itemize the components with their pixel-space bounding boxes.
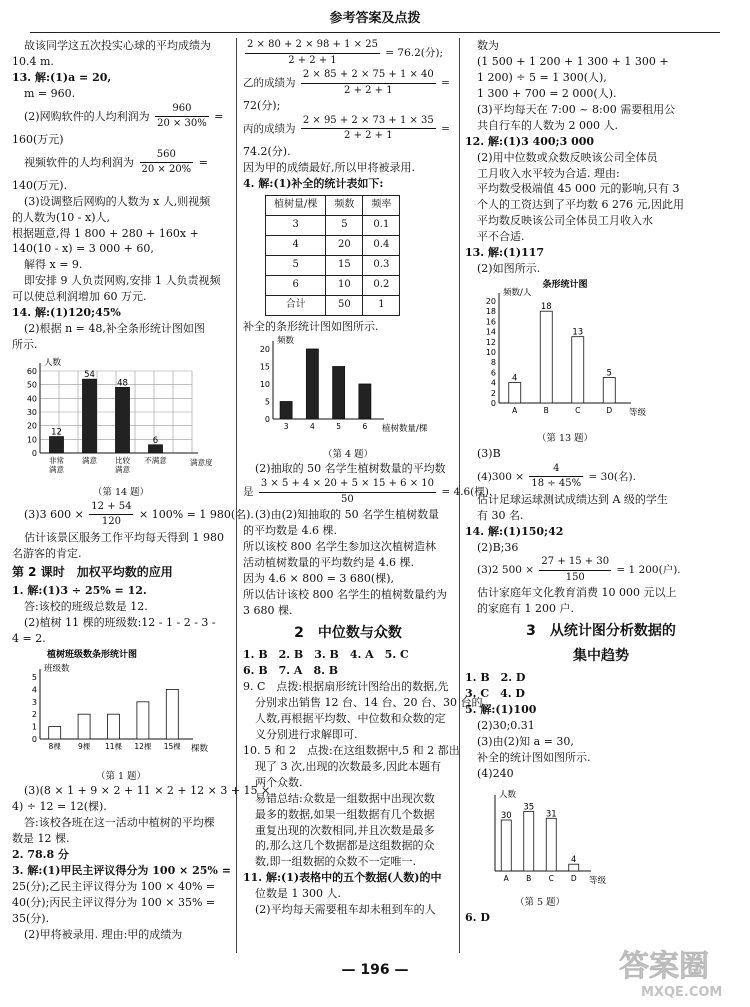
table-header-cell: 频数	[326, 195, 363, 215]
data-label: 5	[606, 368, 612, 379]
text-line: 所示.	[12, 338, 38, 352]
text-line: (3)B	[477, 446, 501, 460]
denominator: 20 × 20%	[141, 164, 192, 176]
question-3: 3. 解:(1)甲民主评议得分为 100 × 25% =	[12, 864, 231, 878]
numerator: 2 × 80 + 2 × 98 + 1 × 25	[245, 38, 380, 54]
text: =	[214, 109, 224, 123]
text-line: 工月收入水平较为合适. 理由:	[477, 166, 620, 180]
table-cell: 0.3	[363, 255, 400, 275]
text-line	[12, 500, 254, 530]
bar	[546, 819, 556, 872]
formula-line	[465, 555, 737, 585]
text-line: 160(万元)	[12, 132, 64, 146]
x-tick-label: 15棵	[163, 741, 181, 751]
text-line: (2)植树 11 棵的班级数:12 - 1 - 2 - 3 -	[24, 615, 216, 629]
text-line: (2)用中位数或众数反映该公司全体员	[477, 150, 658, 164]
text-line: 估计足球运球测试成绩达到 A 级的学生	[477, 492, 668, 506]
text-line: 平均数反映该公司全体员工月收入水	[477, 214, 653, 228]
y-tick-label: 0	[31, 734, 37, 744]
x-tick-label: 不满意	[144, 456, 167, 465]
y-tick-label: 10	[26, 435, 37, 445]
answer-line: 1. B 2. D	[465, 670, 526, 684]
column-3	[465, 38, 737, 953]
chart-caption: （第 13 题）	[536, 433, 594, 444]
text: (3)3 600 ×	[24, 507, 84, 521]
bar	[306, 349, 318, 419]
question-12: 12. 解:(1)3 400;3 000	[465, 134, 595, 148]
text-line: 1 200) ÷ 5 = 1 300(人),	[477, 70, 607, 84]
x-tick-label: A	[512, 406, 518, 416]
y-tick-label: 60	[26, 367, 37, 376]
chart-caption: （第 1 题）	[95, 770, 147, 782]
y-axis-label: 频数/人	[503, 288, 532, 299]
text-line: 25(分);乙民主评议得分为 100 × 40% =	[12, 880, 216, 894]
data-label: 35	[523, 802, 535, 813]
question-14: 14. 解:(1)120;45%	[12, 306, 121, 320]
denominator: 2 + 2 + 1	[288, 54, 337, 66]
table-header-cell: 植树量/棵	[266, 195, 326, 215]
text: = 4.6(棵).	[441, 486, 493, 499]
bar	[137, 702, 149, 739]
text-line: 10.4 m.	[12, 54, 54, 68]
text-line: (2)抽取的 50 名学生植树数量的平均数	[255, 462, 446, 476]
y-tick-label: 30	[26, 408, 37, 417]
x-axis-label: 等级	[589, 876, 607, 887]
text-line: 10. 5 和 2 点拨:在这组数据中,5 和 2 都出	[243, 743, 460, 757]
question-1: 1. 解:(1)3 ÷ 25% = 12.	[12, 583, 147, 597]
bar	[569, 865, 579, 872]
fraction	[155, 102, 209, 132]
text-line	[12, 102, 230, 132]
y-tick-label: 4	[490, 378, 496, 388]
section-title-line-2: 集中趋势	[573, 647, 629, 664]
bar	[78, 714, 90, 739]
bar	[149, 445, 163, 453]
chart-caption: （第 4 题）	[322, 448, 374, 460]
text: =	[441, 77, 450, 89]
x-tick-label: 3	[283, 421, 289, 431]
fraction	[539, 555, 611, 585]
text-line: 可以使总利润增加 60 万元.	[12, 290, 147, 304]
text-line: 40(分);丙民主评议得分为 100 × 35% =	[12, 895, 216, 909]
bar	[83, 379, 97, 453]
data-label: 4	[512, 373, 518, 384]
question-2: 2. 78.8 分	[12, 848, 69, 862]
bar	[116, 387, 130, 453]
chart-caption: （第 5 题）	[514, 897, 566, 909]
denominator: 120	[101, 516, 121, 528]
table-cell: 1	[363, 295, 400, 315]
question-4: 4. 解:(1)补全的统计表如下:	[243, 176, 384, 190]
x-axis-label: 植树数量/棵	[382, 423, 428, 434]
numerator: 560	[140, 148, 194, 164]
table-row	[266, 235, 400, 255]
text: = 76.2(分);	[385, 47, 444, 59]
x-tick-label: A	[503, 874, 509, 884]
x-tick-label: 满意	[49, 465, 64, 474]
bar	[572, 337, 584, 403]
table-cell: 10	[326, 275, 363, 295]
text-line: 根据题意,得 1 800 + 280 + 160x +	[12, 226, 199, 240]
x-tick-label: 4	[309, 421, 315, 431]
table-row	[266, 275, 400, 295]
bar	[333, 366, 345, 419]
y-tick-label: 0	[264, 414, 270, 424]
text-line: 现了 3 次,出现的次数最多,因此本题有	[255, 759, 441, 773]
text: 乙的成绩为	[243, 77, 296, 89]
table-cell: 20	[326, 235, 363, 255]
table-row	[266, 295, 400, 315]
x-tick-label: 满意	[82, 456, 97, 465]
text-line: (3)由(2)知抽取的 50 名学生植树数量	[255, 508, 440, 522]
bar	[166, 689, 178, 739]
text: =	[198, 155, 208, 169]
fraction	[301, 114, 436, 144]
text: 视频软件的人均利润为	[24, 155, 134, 169]
fraction	[301, 68, 436, 98]
numerator: 2 × 95 + 2 × 73 + 1 × 35	[301, 114, 436, 130]
data-label: 6	[152, 435, 159, 446]
text-line: 因为甲的成绩最好,所以甲将被录用.	[243, 160, 415, 174]
text-line: 9. C 点拨:根据扇形统计图给出的数据,先	[243, 680, 449, 694]
bar	[108, 714, 120, 739]
text-line: (2)甲将被录用. 理由:甲的成绩为	[24, 927, 183, 941]
level-count-bar-chart	[465, 781, 615, 891]
table-cell: 5	[266, 255, 326, 275]
denominator: 150	[565, 571, 585, 583]
table-cell: 0.4	[363, 235, 400, 255]
data-label: 54	[84, 370, 95, 381]
column-divider-1	[236, 38, 237, 953]
question-13: 13. 解:(1)117	[465, 246, 545, 260]
denominator: 20 × 30%	[157, 118, 207, 130]
denominator: 2 + 2 + 1	[344, 130, 393, 142]
data-label: 48	[117, 378, 128, 389]
fraction	[245, 38, 380, 68]
watermark-big: 答案圈	[619, 949, 709, 984]
formula-line	[243, 68, 453, 98]
text-line: 补全的统计图如图所示.	[477, 750, 591, 764]
text-line: 解得 x = 9.	[24, 258, 83, 272]
text-line: 活动植树数量的平均数约是 4.6 棵.	[243, 556, 414, 570]
numerator: 27 + 15 + 30	[539, 555, 611, 571]
y-tick-label: 0	[31, 449, 37, 458]
x-axis-label: 满意度	[190, 458, 213, 467]
x-tick-label: C	[548, 874, 554, 884]
x-tick-label: B	[526, 874, 532, 884]
text-line: 有 30 名.	[477, 508, 524, 522]
fraction	[140, 148, 194, 178]
x-tick-label: 满意	[115, 465, 130, 474]
numerator: 12 + 54	[89, 500, 133, 516]
answer-line: 1. B 2. B 3. B 4. A 5. C	[243, 648, 409, 662]
x-tick-label: 6	[362, 421, 368, 431]
watermark-logo	[615, 940, 745, 1002]
text-line: 易错总结:众数是一组数据中出现次数	[255, 791, 435, 805]
question-13: 13. 解:(1)a = 20,	[12, 70, 112, 84]
answer-line: 3. C 4. D	[465, 686, 525, 700]
text-line: 140(万元).	[12, 178, 68, 192]
text: 是	[243, 486, 254, 499]
numerator: 4	[529, 462, 583, 478]
bar	[359, 384, 371, 419]
text-line: (3)设调整后网购的人数为 x 人,则视频	[24, 194, 211, 208]
y-tick-label: 8	[490, 358, 496, 368]
text-line: (4)240	[477, 766, 514, 780]
text-line: 位数是 1 300 人.	[255, 887, 341, 901]
y-tick-label: 6	[490, 368, 496, 378]
formula-line	[243, 477, 493, 507]
text-line: 4 = 2.	[12, 631, 46, 645]
table-cell: 6	[266, 275, 326, 295]
bar	[524, 812, 534, 872]
data-label: 12	[51, 427, 62, 438]
text: 丙的成绩为	[243, 122, 296, 135]
y-tick-label: 15	[259, 362, 270, 372]
y-axis-label: 人数	[44, 358, 62, 368]
table-cell: 3	[266, 215, 326, 235]
numerator: 2 × 85 + 2 × 75 + 1 × 40	[301, 68, 436, 84]
text-line: 即安排 9 人负责网购,安排 1 人负责视频	[24, 274, 221, 288]
text-line: 4) ÷ 12 = 12(棵).	[12, 800, 107, 814]
x-tick-label: C	[575, 406, 581, 416]
text-line: 的人数为(10 - x)人,	[12, 210, 110, 224]
table-cell: 15	[326, 255, 363, 275]
y-tick-label: 2	[31, 709, 37, 719]
y-tick-label: 20	[259, 344, 270, 354]
numerator: 960	[155, 102, 209, 118]
y-tick-label: 1	[31, 722, 37, 732]
formula-line	[243, 114, 453, 144]
bar	[603, 378, 615, 404]
formula-line	[465, 462, 737, 492]
denominator: 50	[341, 493, 354, 505]
x-tick-label: 非常	[49, 456, 64, 465]
x-tick-label: 11棵	[104, 741, 123, 751]
text-line: 因为 4.6 × 800 = 3 680(棵),	[243, 572, 394, 586]
text-line: 的家庭有 1 200 户.	[477, 602, 574, 616]
fraction	[259, 477, 436, 507]
bar	[501, 820, 511, 871]
data-label: 18	[540, 302, 552, 313]
numerator: 3 × 5 + 4 × 20 + 5 × 15 + 6 × 10	[259, 477, 436, 493]
text-line: 重复出现的次数相同,并且次数是最多	[255, 823, 435, 837]
text-line: 平均数受极端值 45 000 元的影响,只有 3	[477, 182, 680, 196]
lesson-title: 第 2 课时 加权平均数的应用	[12, 564, 173, 579]
x-tick-label: 比较	[115, 456, 130, 465]
question-5: 5. 解:(1)100	[465, 702, 537, 716]
page-number: — 196 —	[341, 962, 409, 978]
watermark-small: MXQE.COM	[641, 985, 723, 1000]
table-cell: 0.2	[363, 275, 400, 295]
text-line: (3)(8 × 1 + 9 × 2 + 11 × 2 + 12 × 3 + 15 ×	[24, 784, 271, 798]
text-line: 数是 12 棵.	[12, 832, 70, 846]
text-line: 74.2(分).	[243, 144, 291, 158]
y-tick-label: 16	[485, 317, 496, 327]
fraction	[89, 500, 133, 530]
table-cell: 合计	[266, 295, 326, 315]
data-label: 31	[545, 809, 557, 820]
text-line: m = 960.	[24, 86, 76, 100]
page-header: 参考答案及点拨	[329, 11, 421, 26]
fraction	[529, 462, 583, 492]
denominator: 18 ÷ 45%	[531, 478, 582, 490]
x-tick-label: D	[570, 874, 577, 884]
text-line: (2)30;0.31	[477, 718, 535, 732]
y-tick-label: 20	[26, 421, 37, 431]
text-line: 名游客的肯定.	[12, 546, 82, 560]
text-line: 最多的数据,如果一组数据有几个数据	[255, 807, 435, 821]
table-cell: 5	[326, 215, 363, 235]
text-line: 答:该校的班级总数是 12.	[24, 599, 148, 613]
text-line: (3)由(2)知 a = 30,	[477, 734, 574, 748]
text: =	[441, 122, 450, 135]
x-axis-label: 棵数	[191, 743, 209, 754]
chart-caption: （第 14 题）	[92, 486, 150, 498]
text-line: 的平均数是 4.6 棵.	[243, 524, 337, 538]
data-label: 4	[571, 855, 577, 866]
text-line: (1 500 + 1 200 + 1 300 + 1 300 +	[477, 54, 669, 68]
data-label: 13	[572, 327, 584, 338]
frequency-table	[265, 195, 400, 316]
bar	[49, 726, 61, 738]
table-cell: 50	[326, 295, 363, 315]
y-tick-label: 2	[490, 388, 496, 398]
y-axis-label: 人数	[499, 790, 517, 801]
x-tick-label: D	[606, 406, 613, 416]
table-cell: 0.1	[363, 215, 400, 235]
question-14: 14. 解:(1)150;42	[465, 524, 564, 538]
text: (3)2 500 ×	[477, 564, 535, 577]
text-line: (2)B;36	[477, 540, 519, 554]
text: = 30(名).	[588, 470, 636, 483]
x-tick-label: 12棵	[134, 741, 152, 751]
y-tick-label: 10	[259, 379, 270, 389]
data-label: 30	[500, 811, 512, 822]
x-tick-label: 5	[336, 421, 342, 431]
text-line: 35(分).	[12, 911, 50, 925]
text-line: (2)根据 n = 48,补全条形统计图如图	[24, 322, 205, 336]
formula-line	[243, 38, 453, 68]
text-line: 个人的工资达到了平均数 6 276 元,因此用	[477, 198, 684, 212]
table-row	[266, 255, 400, 275]
text-line: 3 680 棵.	[243, 603, 293, 617]
tree-class-bar-chart	[12, 647, 222, 765]
y-tick-label: 20	[485, 297, 496, 307]
text-line: 义分别进行求解即可.	[255, 727, 358, 741]
header-rule	[30, 32, 720, 33]
text-line: 估计该景区服务工作平均每天得到 1 980	[24, 530, 224, 544]
text-line: (3)平均每天在 7:00 ~ 8:00 需要租用公	[477, 102, 676, 116]
text-line: 两个众数.	[255, 775, 303, 789]
table-header-cell: 频率	[363, 195, 400, 215]
y-tick-label: 50	[26, 380, 37, 390]
text-line: 的,那么这几个数据都是这组数据的众	[255, 839, 435, 853]
satisfaction-bar-chart	[12, 353, 212, 481]
section-title: 3 从统计图分析数据的	[526, 623, 676, 640]
text-line: 72(分);	[243, 99, 281, 112]
y-tick-label: 14	[485, 327, 496, 337]
y-tick-label: 10	[485, 348, 496, 358]
x-axis-label: 等级	[629, 408, 647, 419]
bar	[540, 311, 552, 403]
y-axis-label: 频数	[277, 335, 295, 346]
text-line: 140(10 - x) = 3 000 + 60,	[12, 242, 154, 256]
grade-bar-chart	[465, 277, 665, 427]
x-tick-label: 9棵	[77, 741, 91, 751]
text-line: (2)平均每天需要租车却未租到车的人	[255, 903, 436, 917]
bar	[50, 437, 64, 453]
text-line: 数,即一组数据的众数不一定唯一.	[255, 855, 416, 869]
bar	[280, 401, 292, 419]
y-axis-label: 班级数	[44, 663, 70, 674]
text-line: 共自行车的人数为 2 000 人.	[477, 118, 618, 132]
question-11: 11. 解:(1)表格中的五个数据(人数)的中	[243, 871, 442, 885]
table-row	[266, 215, 400, 235]
y-tick-label: 4	[31, 685, 37, 695]
text-line: 分别求出销售 12 台、14 台、20 台、30 台的	[255, 696, 483, 709]
text-line: 平不合适.	[477, 230, 525, 244]
text-line	[12, 148, 230, 178]
section-title: 2 中位数与众数	[294, 624, 402, 641]
y-tick-label: 3	[31, 697, 37, 707]
text-line: 估计家庭年文化教育消费 10 000 元以上	[477, 586, 677, 600]
table-cell: 4	[266, 235, 326, 255]
text: (4)300 ×	[477, 470, 525, 483]
text-line: 人数,再根据平均数、中位数和众数的定	[255, 711, 446, 725]
bar	[509, 383, 521, 403]
y-tick-label: 12	[485, 337, 496, 347]
text: (2)网购软件的人均利润为	[24, 109, 150, 123]
answer-line: 6. B 7. A 8. B	[243, 664, 339, 678]
x-tick-label: B	[543, 406, 549, 416]
planting-frequency-bar-chart	[243, 335, 448, 443]
text-line: 数为	[477, 39, 499, 52]
text-line: 答:该校各班在这一活动中植树的平均棵	[24, 816, 215, 830]
text-line: 1 300 + 700 = 2 000(人).	[477, 86, 617, 100]
text-line: 所以估计该校 800 名学生的植树数量约为	[243, 588, 447, 602]
x-tick-label: 8棵	[48, 741, 61, 751]
table-header-row	[266, 195, 400, 215]
chart-title: 条形统计图	[542, 280, 588, 291]
y-tick-label: 0	[490, 399, 496, 409]
denominator: 2 + 2 + 1	[344, 84, 393, 96]
text: × 100% = 1 980(名).	[138, 507, 254, 521]
text-line: 所以该校 800 名学生参加这次植树造林	[243, 540, 436, 554]
answer-line: 6. D	[465, 911, 490, 925]
y-tick-label: 18	[485, 307, 496, 317]
y-tick-label: 5	[31, 672, 37, 682]
text-line: 补全的条形统计图如图所示.	[243, 319, 379, 333]
y-tick-label: 40	[26, 394, 37, 404]
text-line: (2)如图所示.	[477, 262, 541, 276]
chart-title: 植树班级数条形统计图	[46, 649, 138, 660]
text-line: 故该同学这五次投实心球的平均成绩为	[24, 39, 211, 52]
y-tick-label: 5	[264, 397, 270, 407]
text: = 1 200(户).	[616, 564, 681, 577]
